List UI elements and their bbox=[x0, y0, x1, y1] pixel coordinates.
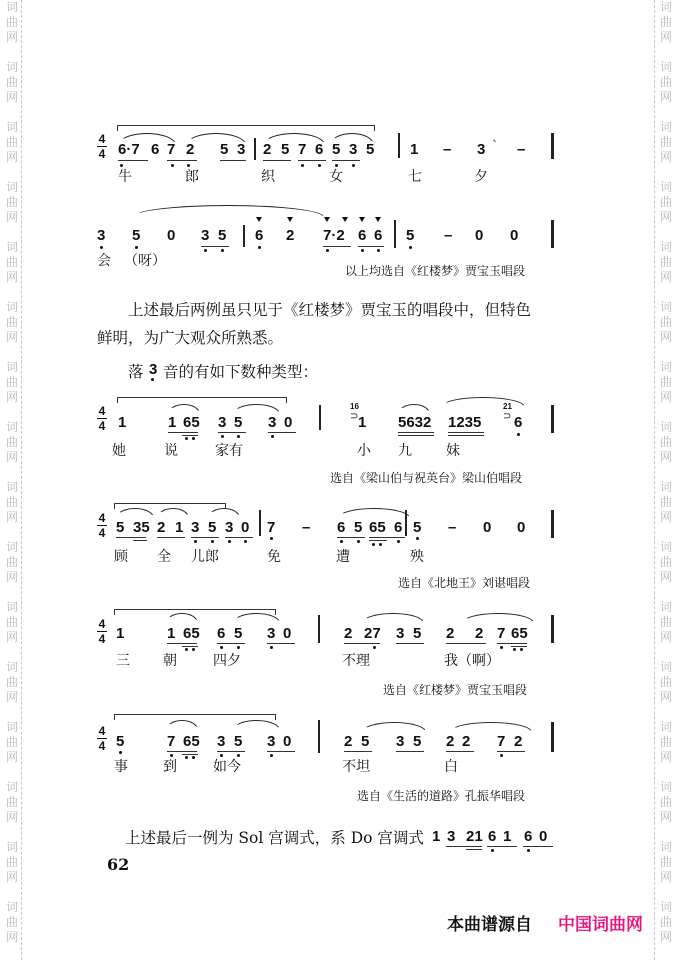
lyric: 郎 bbox=[185, 169, 199, 185]
note: 3 bbox=[201, 227, 210, 244]
lyric: 四夕 bbox=[213, 653, 241, 669]
end-barline bbox=[551, 722, 554, 752]
lyric: 九 bbox=[398, 443, 412, 459]
barline bbox=[394, 220, 396, 248]
note: 5 bbox=[413, 733, 422, 750]
repeat-bracket bbox=[117, 125, 375, 131]
slur bbox=[338, 508, 410, 518]
note: 0 bbox=[284, 414, 293, 431]
inline-note: 0 bbox=[539, 828, 548, 845]
watermark-group: 词 曲 网 bbox=[5, 420, 18, 464]
lyric: 女 bbox=[329, 169, 343, 185]
note: 6 bbox=[514, 414, 523, 431]
note: 65 bbox=[183, 733, 200, 750]
lyric: 说 bbox=[164, 443, 178, 459]
note: 7 bbox=[167, 733, 176, 750]
barline bbox=[405, 510, 407, 536]
lyric: 家有 bbox=[215, 443, 243, 459]
watermark-group: 词 曲 网 bbox=[5, 0, 18, 44]
watermark-group: 词 曲 网 bbox=[659, 720, 672, 764]
end-barline bbox=[551, 405, 554, 433]
note: 5 bbox=[234, 625, 243, 642]
watermark-group: 词 曲 网 bbox=[659, 180, 672, 224]
slur bbox=[208, 508, 240, 518]
watermark-group: 词 曲 网 bbox=[5, 840, 18, 884]
time-signature: 4 4 bbox=[98, 724, 106, 753]
repeat-bracket bbox=[114, 714, 276, 720]
note: 6 bbox=[358, 227, 367, 244]
note: 5 bbox=[406, 227, 415, 244]
dash: – bbox=[448, 519, 457, 536]
inline-note: 1 bbox=[503, 828, 512, 845]
watermark-group: 词 曲 网 bbox=[5, 300, 18, 344]
watermark-group: 词 曲 网 bbox=[659, 480, 672, 524]
inline-note: 3 bbox=[447, 828, 456, 845]
watermark-group: 词 曲 网 bbox=[5, 240, 18, 284]
note: 6 bbox=[151, 141, 160, 158]
note: 3 bbox=[268, 414, 277, 431]
barline bbox=[243, 225, 245, 247]
breath-mark: ˎ bbox=[492, 128, 498, 142]
time-signature: 4 4 bbox=[98, 617, 106, 646]
note: 6 bbox=[255, 227, 264, 244]
time-signature: 4 4 bbox=[98, 511, 106, 540]
dash: – bbox=[443, 141, 452, 158]
note: 1 bbox=[410, 141, 419, 158]
slur bbox=[233, 404, 280, 414]
inline-note: 6 bbox=[524, 828, 533, 845]
inline-note: 1 bbox=[432, 828, 441, 845]
watermark-group: 词 曲 网 bbox=[5, 720, 18, 764]
watermark-group: 词 曲 网 bbox=[659, 360, 672, 404]
note: 3 bbox=[267, 733, 276, 750]
prose-line: 上述最后一例为 Sol 宫调式，系 Do 宫调式 bbox=[125, 829, 424, 847]
slur bbox=[398, 404, 430, 414]
end-barline bbox=[551, 615, 554, 643]
note: 1 bbox=[118, 414, 127, 431]
watermark-group: 词 曲 网 bbox=[5, 600, 18, 644]
right-watermark-column bbox=[659, 0, 673, 960]
note: 5 bbox=[332, 141, 341, 158]
note: 5 bbox=[234, 414, 243, 431]
prose-line: 鲜明，为广大观众所熟悉。 bbox=[97, 329, 284, 347]
note: 0 bbox=[483, 519, 492, 536]
lyric: 不坦 bbox=[342, 759, 370, 775]
note: 3 bbox=[477, 141, 486, 158]
note: 1 bbox=[116, 625, 125, 642]
note: 6 bbox=[337, 519, 346, 536]
note: 6 bbox=[217, 625, 226, 642]
prose-line-suffix: 音的有如下数种类型： bbox=[163, 363, 319, 381]
slur bbox=[166, 720, 198, 730]
note: 3 bbox=[191, 519, 200, 536]
note: 7 bbox=[497, 733, 506, 750]
note: 5 bbox=[354, 519, 363, 536]
watermark-group: 词 曲 网 bbox=[659, 540, 672, 584]
watermark-group: 词 曲 网 bbox=[659, 120, 672, 164]
watermark-group: 词 曲 网 bbox=[5, 660, 18, 704]
lyric: （呀） bbox=[124, 253, 166, 269]
watermark-group: 词 曲 网 bbox=[659, 660, 672, 704]
note: 27 bbox=[364, 625, 381, 642]
watermark-group: 词 曲 网 bbox=[659, 300, 672, 344]
note: 7 bbox=[267, 519, 276, 536]
note: 0 bbox=[517, 519, 526, 536]
watermark-group: 词 曲 网 bbox=[659, 0, 672, 44]
slur bbox=[132, 205, 324, 217]
note: 5632 bbox=[398, 414, 432, 431]
note: 7·2 bbox=[323, 227, 345, 244]
slur bbox=[462, 613, 534, 623]
grace-note: 21 bbox=[503, 402, 512, 411]
note: 2 bbox=[446, 733, 455, 750]
end-barline bbox=[551, 133, 554, 159]
lyric: 织 bbox=[261, 169, 275, 185]
slur bbox=[450, 722, 532, 732]
lyric: 我（啊） bbox=[444, 653, 500, 669]
slur bbox=[362, 722, 426, 732]
dash: – bbox=[517, 141, 526, 158]
inline-note: 3 bbox=[149, 361, 158, 378]
slur bbox=[116, 508, 154, 518]
note: 3 bbox=[237, 141, 246, 158]
slur bbox=[157, 508, 189, 518]
note: 35 bbox=[133, 519, 150, 536]
lyric: 如今 bbox=[213, 759, 241, 775]
note: 6 bbox=[394, 519, 403, 536]
note: 3 bbox=[97, 227, 106, 244]
note: 3 bbox=[267, 625, 276, 642]
source-citation: 选自《北地王》刘谌唱段 bbox=[398, 576, 531, 590]
note: 65 bbox=[511, 625, 528, 642]
note: 3 bbox=[217, 733, 226, 750]
watermark-group: 词 曲 网 bbox=[5, 360, 18, 404]
time-signature: 4 4 bbox=[98, 132, 106, 161]
lyric: 顾 bbox=[114, 549, 128, 565]
note: 1235 bbox=[448, 414, 482, 431]
note: 5 bbox=[116, 519, 125, 536]
barline bbox=[318, 615, 320, 643]
note: 7 bbox=[167, 141, 176, 158]
left-watermark-column bbox=[5, 0, 19, 960]
lyric: 白 bbox=[444, 759, 458, 775]
watermark-group: 词 曲 网 bbox=[659, 240, 672, 284]
note: 2 bbox=[186, 141, 195, 158]
watermark-group: 词 曲 网 bbox=[659, 600, 672, 644]
end-barline bbox=[551, 220, 554, 248]
note: 2 bbox=[514, 733, 523, 750]
watermark-group: 词 曲 网 bbox=[5, 180, 18, 224]
note: 65 bbox=[183, 625, 200, 642]
note: 5 bbox=[413, 519, 422, 536]
note: 2 bbox=[344, 625, 353, 642]
footer-site-link[interactable] bbox=[558, 910, 643, 935]
note: 0 bbox=[283, 733, 292, 750]
note: 3 bbox=[225, 519, 234, 536]
watermark-group: 词 曲 网 bbox=[5, 540, 18, 584]
note: 1 bbox=[358, 414, 367, 431]
lyric: 儿郎 bbox=[191, 549, 219, 565]
note: 6·7 bbox=[118, 141, 140, 158]
note: 3 bbox=[218, 414, 227, 431]
source-citation: 选自《红楼梦》贾宝玉唱段 bbox=[383, 683, 528, 697]
note: 5 bbox=[366, 141, 375, 158]
footer-label: 本曲谱源自 bbox=[447, 915, 532, 935]
barline bbox=[254, 138, 256, 160]
slur bbox=[441, 397, 525, 407]
watermark-group: 词 曲 网 bbox=[659, 900, 672, 944]
source-citation: 选自《梁山伯与祝英台》梁山伯唱段 bbox=[330, 471, 523, 485]
note: 5 bbox=[116, 733, 125, 750]
note: 5 bbox=[220, 141, 229, 158]
note: 7 bbox=[298, 141, 307, 158]
note: 2 bbox=[446, 625, 455, 642]
note: 2 bbox=[157, 519, 166, 536]
note: 7 bbox=[497, 625, 506, 642]
note: 0 bbox=[241, 519, 250, 536]
watermark-group: 词 曲 网 bbox=[5, 780, 18, 824]
watermark-group: 词 曲 网 bbox=[5, 900, 18, 944]
lyric: 朝 bbox=[163, 653, 177, 669]
lyric: 到 bbox=[163, 759, 177, 775]
note: 5 bbox=[208, 519, 217, 536]
watermark-group: 词 曲 网 bbox=[659, 60, 672, 104]
note: 6 bbox=[374, 227, 383, 244]
watermark-group: 词 曲 网 bbox=[659, 780, 672, 824]
watermark-group: 词 曲 网 bbox=[5, 120, 18, 164]
lyric: 会 bbox=[97, 253, 111, 269]
prose-line: 上述最后两例虽只见于《红楼梦》贾宝玉的唱段中，但特色 bbox=[128, 301, 532, 319]
dash: – bbox=[444, 227, 453, 244]
note: 0 bbox=[510, 227, 519, 244]
note: 1 bbox=[167, 625, 176, 642]
lyric: 妹 bbox=[446, 443, 460, 459]
source-citation: 选自《生活的道路》孔振华唱段 bbox=[357, 789, 526, 803]
barline bbox=[259, 510, 261, 536]
watermark-group: 词 曲 网 bbox=[5, 480, 18, 524]
lyric: 七 bbox=[408, 169, 422, 185]
lyric: 三 bbox=[116, 653, 130, 669]
footer-attribution bbox=[447, 910, 532, 935]
lyric: 遭 bbox=[336, 549, 350, 565]
dash: – bbox=[302, 519, 311, 536]
note: 2 bbox=[286, 227, 295, 244]
source-citation: 以上均选自《红楼梦》贾宝玉唱段 bbox=[345, 264, 526, 278]
watermark-group: 词 曲 网 bbox=[659, 420, 672, 464]
lyric: 全 bbox=[157, 549, 171, 565]
note: 65 bbox=[183, 414, 200, 431]
note: 2 bbox=[344, 733, 353, 750]
lyric: 免 bbox=[267, 549, 281, 565]
note: 3 bbox=[349, 141, 358, 158]
note: 5 bbox=[413, 625, 422, 642]
left-margin-dashed-line bbox=[21, 0, 22, 960]
lyric: 夕 bbox=[474, 169, 488, 185]
note: 6 bbox=[315, 141, 324, 158]
note: 5 bbox=[234, 733, 243, 750]
inline-note: 6 bbox=[488, 828, 497, 845]
note: 5 bbox=[132, 227, 141, 244]
footer-site-name[interactable]: 中国词曲网 bbox=[558, 915, 643, 935]
lyric: 牛 bbox=[118, 169, 132, 185]
note: 2 bbox=[475, 625, 484, 642]
note: 2 bbox=[263, 141, 272, 158]
watermark-group: 词 曲 网 bbox=[659, 840, 672, 884]
lyric: 殃 bbox=[410, 549, 424, 565]
note: 5 bbox=[281, 141, 290, 158]
note: 1 bbox=[168, 414, 177, 431]
repeat-bracket bbox=[117, 397, 287, 403]
note: 1 bbox=[175, 519, 184, 536]
lyric: 她 bbox=[112, 443, 126, 459]
note: 5 bbox=[361, 733, 370, 750]
right-margin-dashed-line bbox=[654, 0, 655, 960]
note: 5 bbox=[218, 227, 227, 244]
slur bbox=[233, 720, 280, 730]
lyric: 小 bbox=[357, 443, 371, 459]
lyric: 事 bbox=[114, 759, 128, 775]
note: 2 bbox=[462, 733, 471, 750]
time-signature: 4 4 bbox=[98, 404, 106, 433]
barline bbox=[319, 405, 321, 430]
note: 3 bbox=[396, 733, 405, 750]
page-number: 62 bbox=[107, 855, 130, 874]
note: 0 bbox=[283, 625, 292, 642]
barline bbox=[398, 133, 400, 158]
slur bbox=[168, 404, 200, 414]
note: 0 bbox=[475, 227, 484, 244]
note: 65 bbox=[369, 519, 386, 536]
prose-line-prefix: 落 bbox=[128, 363, 144, 381]
note: 0 bbox=[167, 227, 176, 244]
inline-note: 21 bbox=[466, 828, 483, 845]
slur bbox=[362, 613, 424, 623]
lyric: 不理 bbox=[342, 653, 370, 669]
note: 3 bbox=[396, 625, 405, 642]
watermark-group: 词 曲 网 bbox=[5, 60, 18, 104]
grace-note: 16 bbox=[350, 402, 359, 411]
barline bbox=[318, 720, 320, 753]
end-barline bbox=[551, 510, 554, 538]
